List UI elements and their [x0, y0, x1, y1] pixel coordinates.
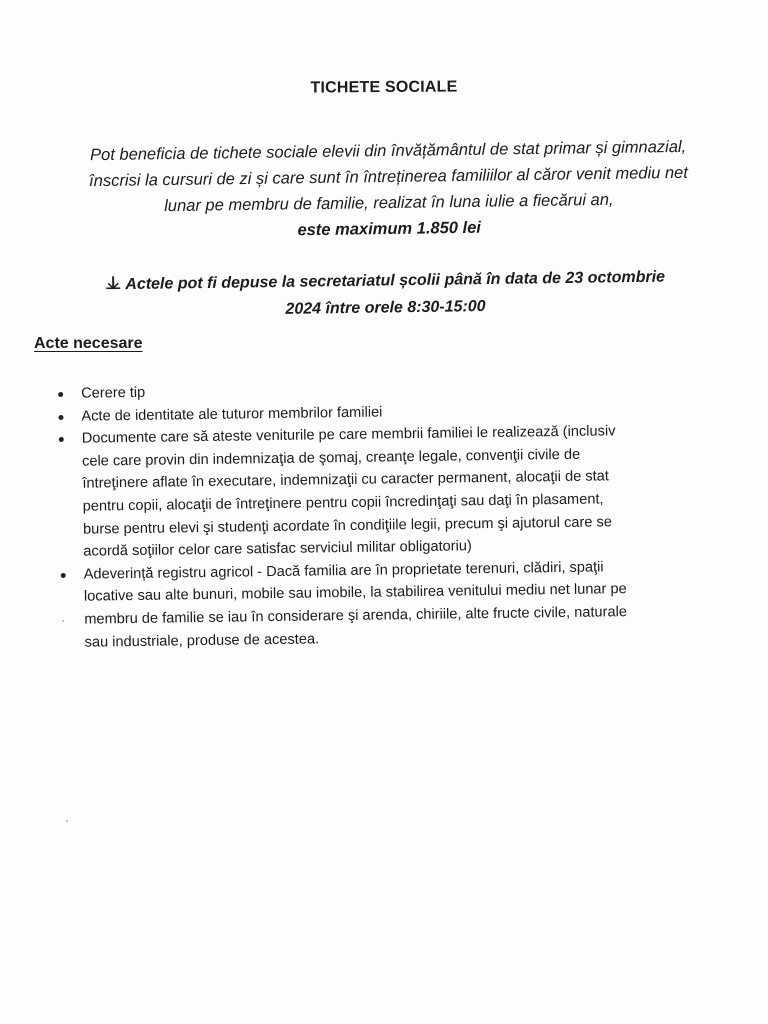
bullet-icon: [58, 415, 63, 420]
list-item-text: Cerere tip: [81, 384, 146, 402]
list-item-text: pentru copii, alocaţii de întreţinere pentru copii încredinţaţi sau daţi în plasament,: [82, 491, 604, 515]
list-item: [59, 419, 721, 564]
list-item-text: acordă soţiilor celor care satisfac serviciul militar obligatoriu): [83, 538, 472, 560]
scan-speck: [62, 620, 64, 622]
scan-speck: [66, 820, 68, 822]
list-item-text: întreţinere aflate în executare, indemnizaţii cu caracter permanent, alocaţii de stat: [82, 468, 609, 493]
list-item-text: membru de familie se iau în considerare şi arenda, chiriile, alte fructe civile, naturale: [84, 604, 628, 628]
bullet-icon: [58, 392, 63, 397]
list-item-text: Acte de identitate ale tuturor membrilor familiei: [81, 404, 383, 425]
income-limit: este maximum 1.850 lei: [297, 218, 482, 240]
intro-line: înscrisi la cursuri de zi și care sunt în întreținerea familiilor al căror venit mediu net: [88, 163, 689, 191]
list-item-text: locative sau alte bunuri, mobile sau imobile, la stabilirea venitului mediu net lunar pe: [83, 581, 627, 606]
required-documents-list: [58, 374, 722, 654]
bullet-icon: [61, 573, 66, 578]
list-item-text: burse pentru elevi şi studenţi acordate în condiţiile legii, precum şi ajutorul care se: [82, 513, 613, 538]
deadline-text: Actele pot fi depuse la secretariatul școlii până în data de 23 octombrie: [125, 268, 666, 294]
intro-paragraph: [30, 133, 747, 247]
list-item-text: sau industriale, produse de acestea.: [84, 630, 320, 651]
intro-line: Pot beneficia de tichete sociale elevii din învățământul de stat primar și gimnazial,: [89, 137, 687, 165]
page-title: TICHETE SOCIALE: [310, 78, 458, 97]
arrow-down-icon: [105, 276, 121, 290]
deadline-time: 2024 între orele 8:30-15:00: [285, 298, 486, 318]
list-item: [61, 555, 722, 655]
list-item-text: Adeverință registru agricol - Dacă familia are în proprietate terenuri, clădiri, spaţii: [83, 559, 604, 583]
list-item-text: Documente care să ateste veniturile pe care membrii familiei le realizează (inclusiv: [81, 423, 616, 447]
section-heading: Acte necesare: [34, 335, 143, 352]
intro-line: lunar pe membru de familie, realizat în luna iulie a fiecărui an,: [164, 190, 614, 216]
list-item-text: cele care provin din indemnizaţia de şomaj, creanţe legale, convenţii civile de: [81, 446, 581, 470]
deadline-notice: [60, 263, 711, 326]
bullet-icon: [59, 437, 64, 442]
